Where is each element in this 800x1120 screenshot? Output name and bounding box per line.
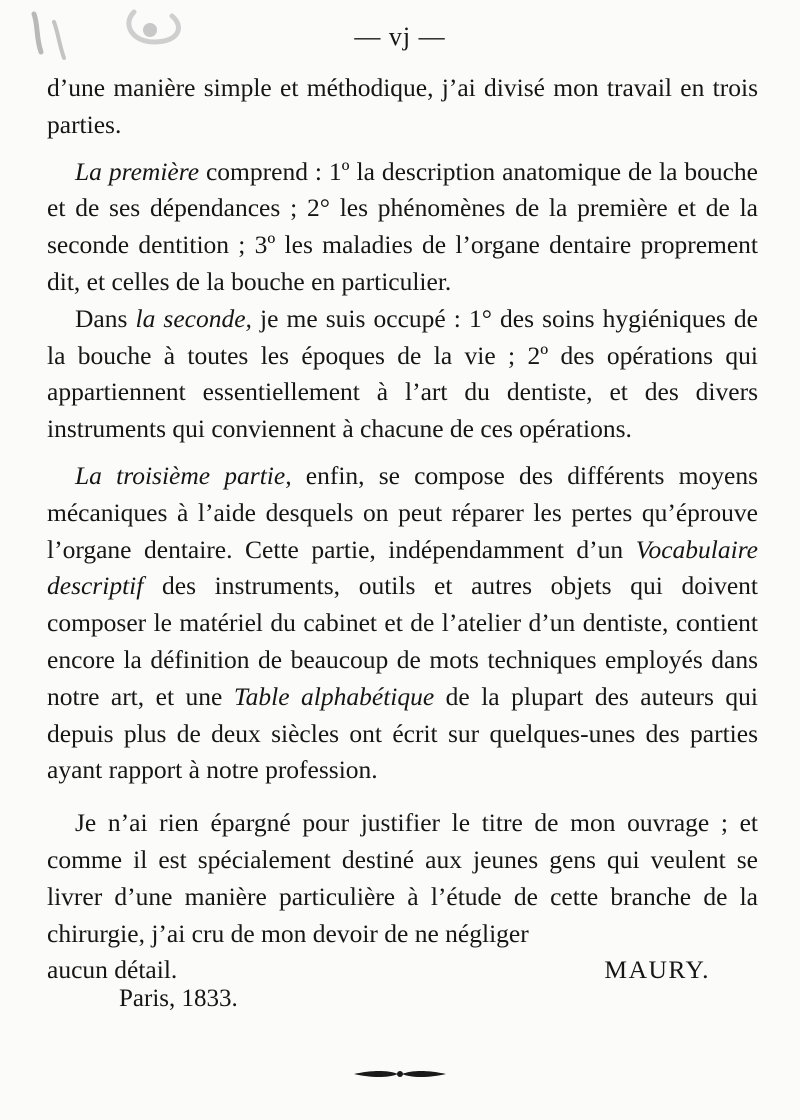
- italic-term: Table alphabétique: [233, 681, 435, 711]
- italic-term: Vocabulaire descriptif: [47, 534, 758, 601]
- paragraph-premiere: [47, 154, 758, 301]
- paragraph-text: je me suis occupé : 1° des soins hygiéniques de la bouche à toutes les époques de la vie ; 2º des opérations qui appartiennent essentiellement à l’art du dentiste, et des divers instruments qui conviennent à chacune de ces opérations.: [47, 303, 758, 444]
- closing-text: aucun détail.: [47, 955, 178, 985]
- author-signature: MAURY.: [604, 955, 710, 985]
- italic-term: La troisième partie,: [75, 460, 292, 490]
- italic-term: la seconde,: [135, 303, 252, 333]
- paragraph-text: Dans: [75, 303, 136, 333]
- paragraph-text: de la plupart des auteurs qui depuis plus de deux siècles ont écrit sur quelques-unes des parties ayant rapport à notre profession.: [47, 681, 758, 785]
- paragraph-troisieme: [47, 458, 758, 789]
- paragraph-conclusion: [47, 805, 758, 952]
- paragraph-text: d’une manière simple et méthodique, j’ai divisé mon travail en trois parties.: [47, 73, 758, 139]
- italic-term: La première: [75, 156, 200, 186]
- page-number-header: — vj —: [354, 22, 446, 51]
- paragraph-text: Je n’ai rien épargné pour justifier le titre de mon ouvrage ; et comme il est spécialement destiné aux jeunes gens qui veulent se livrer d’une manière particulière à l’étude de cette branche de la chirurgie, j’ai cru de mon devoir de ne négliger: [47, 808, 758, 948]
- paragraph-text: enfin, se compose des différents moyens mécaniques à l’aide desquels on peut réparer les pertes qu’éprouve l’organe dentaire. Cette partie, indépendamment d’un: [47, 460, 758, 564]
- place-date: Paris, 1833.: [119, 985, 238, 1012]
- ornament-divider: [352, 1066, 448, 1082]
- body-text: [47, 70, 758, 989]
- paragraph-text: comprend : 1º la description anatomique de la bouche et de ses dépendances ; 2° les phénomènes de la première et de la seconde dentition ; 3º les maladies de l’organe dentaire proprement dit, et celles de la bouche en particulier.: [47, 156, 759, 296]
- paragraph-seconde: [47, 301, 758, 448]
- closing-line: [47, 952, 758, 989]
- paragraph-intro: [47, 70, 758, 144]
- paragraph-text: des instruments, outils et autres objets qui doivent composer le matériel du cabinet et de l’atelier d’un dentiste, contient encore la définition de beaucoup de mots techniques employés dans notre art, et une: [47, 571, 758, 711]
